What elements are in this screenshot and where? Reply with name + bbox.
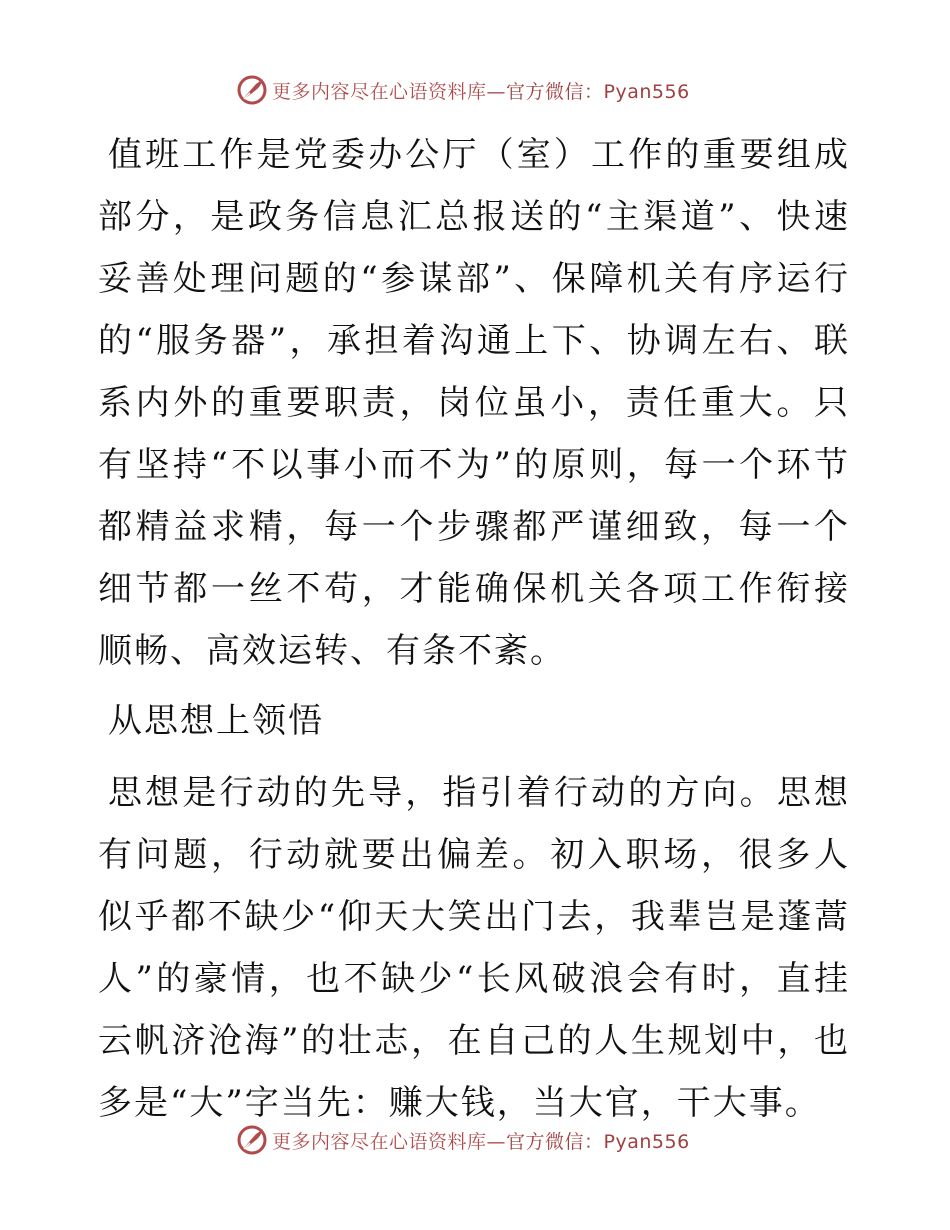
paragraph-intro: 值班工作是党委办公厅（室）工作的重要组成部分，是政务信息汇总报送的“主渠道”、快速妥善处理问题的“参谋部”、保障机关有序运行的“服务器”，承担着沟通上下、协调左右、联系内外的重要职责，岗位虽小，责任重大。只有坚持“不以事小而不为”的原则，每一个环节都精益求精，每一个步骤都严谨细致，每一个细节都一丝不苟，才能确保机关各项工作衔接顺畅、高效运转、有条不紊。 <box>98 135 850 671</box>
quill-logo-icon <box>236 1124 268 1156</box>
section-heading: 从思想上领悟 <box>108 701 324 741</box>
footer-watermark <box>236 1122 716 1158</box>
header-watermark <box>236 72 716 108</box>
watermark-text: 更多内容尽在心语资料库—官方微信：Pyan556 <box>272 80 690 103</box>
quill-logo-icon <box>236 74 268 106</box>
paragraph-thought: 思想是行动的先导，指引着行动的方向。思想有问题，行动就要出偏差。初入职场，很多人似乎都不缺少“仰天大笑出门去，我辈岂是蓬蒿人”的豪情，也不缺少“长风破浪会有时，直挂云帆济沧海”的壮志，在自己的人生规划中，也多是“大”字当先：赚大钱，当大官，干大事。 <box>98 773 850 1123</box>
watermark-text: 更多内容尽在心语资料库—官方微信：Pyan556 <box>272 1130 690 1153</box>
document-body <box>98 124 850 1134</box>
